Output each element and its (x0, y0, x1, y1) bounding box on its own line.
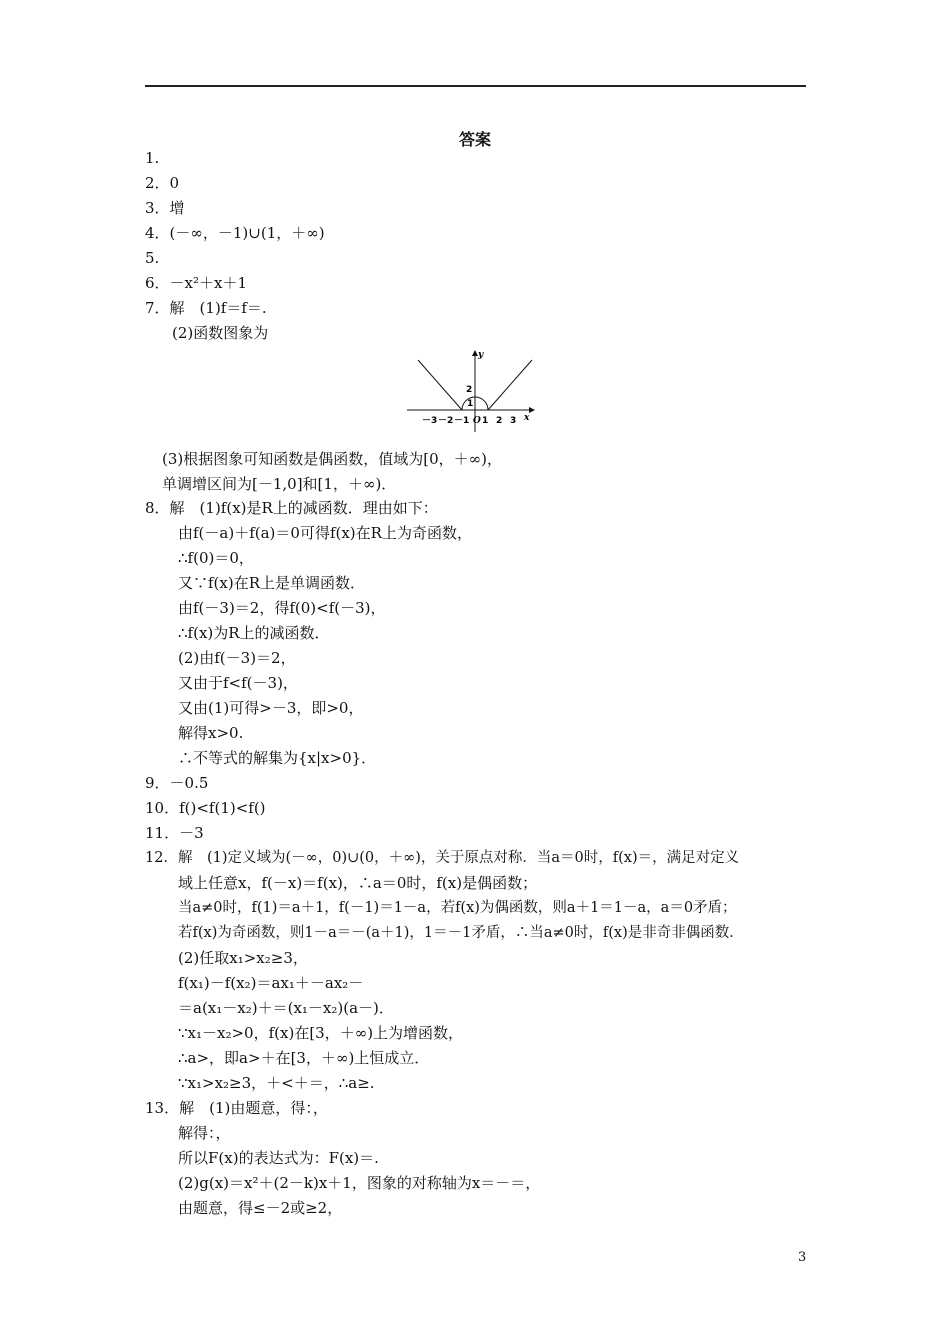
origin-label: O (473, 416, 481, 426)
answer-line: 单调增区间为[－1,0]和[1，＋∞)． (162, 475, 397, 493)
x-tick-label: －1 (454, 416, 470, 426)
x-axis-arrow (529, 407, 535, 413)
answer-line: f(x₁)－f(x₂)＝ax₁＋－ax₂－ (178, 974, 364, 992)
x-tick-label: 3 (510, 416, 517, 426)
answer-line: ∴f(x)为R上的减函数． (178, 624, 330, 642)
answer-line: ∴f(0)＝0， (178, 549, 254, 567)
answer-line: 6．－x²＋x＋1 (145, 274, 248, 292)
answer-line: 11．－3 (145, 824, 204, 842)
answer-line: 9．－0.5 (145, 774, 209, 792)
answer-line: 又由于f<f(－3)， (178, 674, 298, 692)
answer-line: ∵x₁－x₂>0，f(x)在[3，＋∞)上为增函数， (178, 1024, 464, 1042)
answer-line: 域上任意x，f(－x)＝f(x)，∴a＝0时，f(x)是偶函数； (178, 874, 538, 892)
answer-line: 由f(－a)＋f(a)＝0可得f(x)在R上为奇函数， (178, 524, 472, 542)
answer-line: 7．解 (1)f＝f＝. (145, 299, 267, 317)
left-branch (418, 360, 462, 410)
answer-line: 3．增 (145, 199, 185, 217)
answer-line: 解得：， (178, 1124, 231, 1142)
x-axis-label: x (524, 413, 530, 423)
answer-line: 由题意，得≤－2或≥2， (178, 1199, 343, 1217)
y-axis-label: y (478, 350, 484, 360)
answer-line: ∵x₁>x₂≥3，＋<＋＝，∴a≥. (178, 1074, 375, 1092)
answer-line: 由f(－3)＝2，得f(0)<f(－3)， (178, 599, 386, 617)
x-tick-label: －3 (422, 416, 438, 426)
answer-line: 又∵f(x)在R上是单调函数． (178, 574, 366, 592)
answer-line: (3)根据图象可知函数是偶函数，值域为[0，＋∞)， (162, 450, 502, 468)
answer-line: 12．解 (1)定义域为(－∞，0)∪(0，＋∞)，关于原点对称．当a＝0时，f(x)＝，满足对定义 (145, 850, 740, 866)
answer-line: ＝a(x₁－x₂)＋＝(x₁－x₂)(a－)． (178, 999, 394, 1017)
answer-line: 当a≠0时，f(1)＝a＋1，f(－1)＝1－a，若f(x)为偶函数，则a＋1＝1－a，a＝0矛盾； (178, 900, 737, 916)
answer-line: ∴不等式的解集为{x|x>0}． (178, 749, 377, 767)
answer-line: 1. (145, 149, 160, 167)
answer-line: (2)g(x)＝x²＋(2－k)x＋1，图象的对称轴为x＝－＝， (178, 1174, 541, 1192)
answer-line: 10．f()<f(1)<f() (145, 799, 266, 817)
answer-line: 若f(x)为奇函数，则1－a＝－(a＋1)，1＝－1矛盾，∴当a≠0时，f(x)是非奇非偶函数． (178, 925, 744, 941)
answer-line: 8．解 (1)f(x)是R上的减函数．理由如下： (145, 499, 438, 517)
function-graph (405, 348, 535, 434)
answer-line: ∴a>，即a>＋在[3，＋∞)上恒成立． (178, 1049, 430, 1067)
page-title: 答案 (458, 130, 491, 149)
answer-line: (2)任取x₁>x₂≥3， (178, 949, 308, 967)
answer-line: 所以F(x)的表达式为：F(x)＝. (178, 1149, 379, 1167)
x-tick-label: 1 (482, 416, 489, 426)
x-tick-label: －2 (438, 416, 454, 426)
answer-line: 5. (145, 249, 160, 267)
y-tick-label: 1 (467, 399, 474, 409)
answer-line: (2)函数图象为 (172, 324, 269, 342)
answer-line: (2)由f(－3)＝2， (178, 649, 296, 667)
y-tick-label: 2 (466, 385, 473, 395)
x-tick-label: 2 (496, 416, 503, 426)
answer-line: 13．解 (1)由题意，得：， (145, 1099, 328, 1117)
header-rule (145, 85, 806, 87)
answer-line: 2．0 (145, 174, 180, 192)
right-branch (488, 360, 532, 410)
answer-line: 又由(1)可得>－3，即>0， (178, 699, 364, 717)
page-number: 3 (798, 1250, 807, 1265)
answer-line: 4．(－∞，－1)∪(1，＋∞) (145, 224, 325, 242)
answer-line: 解得x>0. (178, 724, 244, 742)
